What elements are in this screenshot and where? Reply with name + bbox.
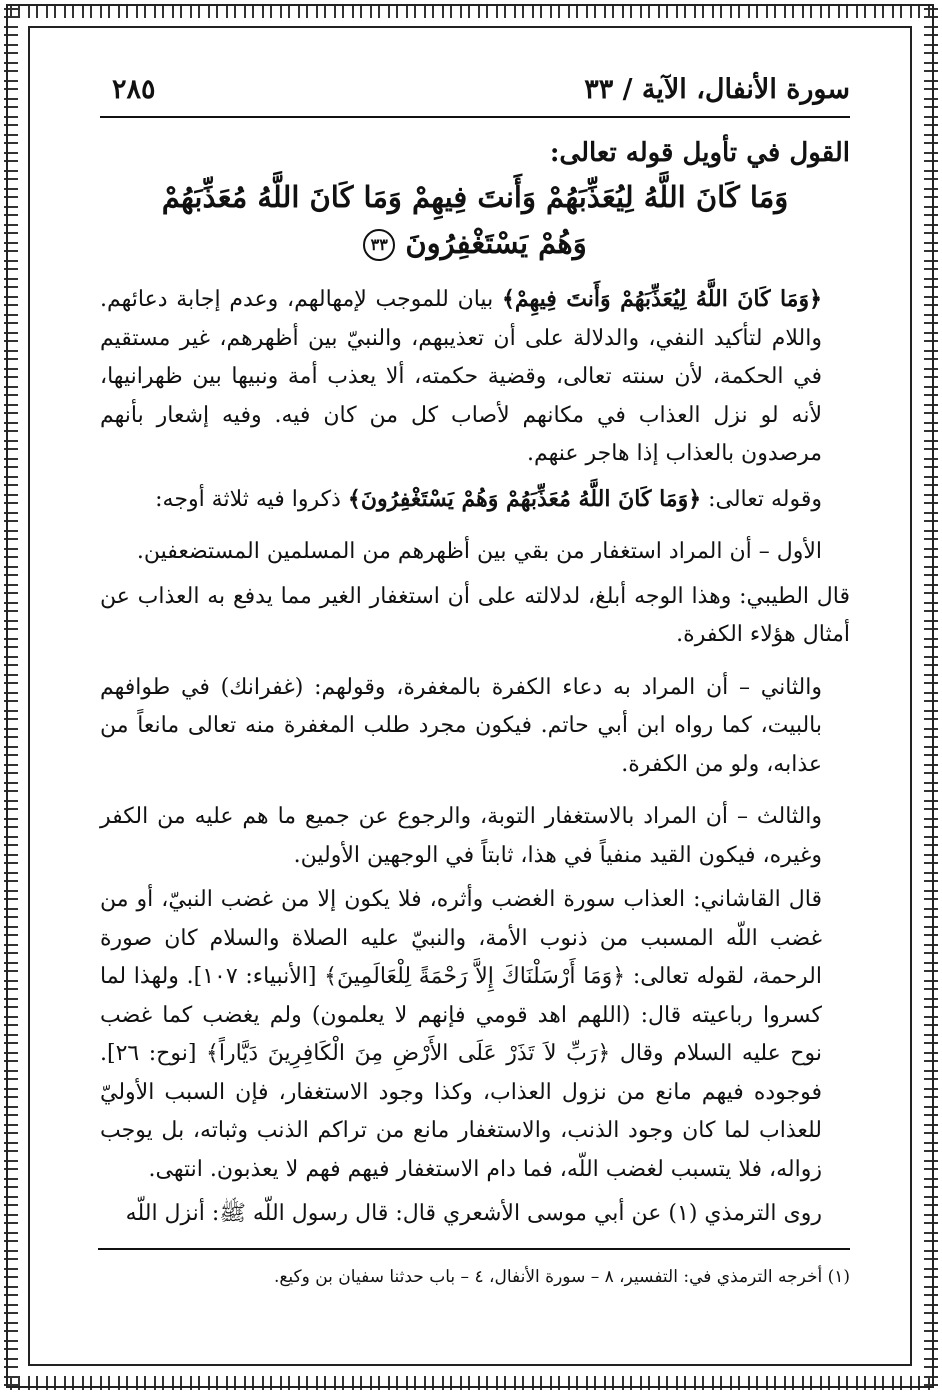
paragraph-3: الأول – أن المراد استغفار من بقي بين أظهرهم من المسلمين المستضعفين. bbox=[136, 539, 822, 564]
page-number: ٢٨٥ bbox=[112, 74, 156, 105]
paragraph-1 bbox=[100, 280, 850, 474]
header-rule bbox=[100, 116, 850, 118]
verse-line-2: وَهُمْ يَسْتَغْفِرُونَ bbox=[405, 226, 587, 260]
quran-quote: ﴿وَمَا كَانَ اللَّهُ لِيُعَذِّبَهُمْ وَأَنتَ فِيهِمْ﴾ bbox=[501, 286, 822, 312]
sura-label: سورة الأنفال، الآية / ٣٣ bbox=[584, 74, 850, 105]
paragraph-prefix: وقوله تعالى: bbox=[701, 486, 822, 512]
page-body bbox=[100, 138, 850, 1234]
paragraph-2 bbox=[100, 480, 850, 520]
section-title: القول في تأويل قوله تعالى: bbox=[549, 138, 850, 168]
footnote: (١) أخرجه الترمذي في: التفسير، ٨ – سورة الأنفال، ٤ – باب حدثنا سفيان بن وكيع. bbox=[273, 1267, 850, 1287]
paragraph-text: ذكروا فيه ثلاثة أوجه: bbox=[155, 486, 348, 512]
paragraph-7: قال القاشاني: العذاب سورة الغضب وأثره، فلا يكون إلا من غضب النبيّ، أو من غضب اللّه المسبب من ذنوب الأمة، والنبيّ عليه الصلاة والسلام كان صورة الرحمة، لقوله تعالى: ﴿وَمَا أَرْسَلْنَاكَ إِلاَّ رَحْمَةً لِلْعَالَمِينَ﴾ [الأنبياء: ١٠٧]. ولهذا لما كسروا رباعيته قال: (اللهم اهد قومي فإنهم لا يعلمون) ولم يغضب كما غضب نوح عليه السلام وقال ﴿رَبِّ لاَ تَذَرْ عَلَى الأَرْضِ مِنَ الْكَافِرِينَ دَيَّاراً﴾ [نوح: ٢٦]. فوجوده فيهم مانع من نزول العذاب، وكذا وجود الاستغفار، فإن السبب الأوليّ للعذاب لما كان وجود الذنب، والاستغفار مانع من تراكم الذنب وثباته، بل يوجب زواله، فلا يتسبب لغضب اللّه، فما دام الاستغفار فيهم فهم لا يعذبون. انتهى. bbox=[100, 887, 822, 1182]
footnote-rule bbox=[98, 1248, 850, 1250]
paragraph-6: والثالث – أن المراد بالاستغفار التوبة، والرجوع عن جميع ما هم عليه من الكفر وغيره، فيكون القيد منفياً في هذا، ثابتاً في الوجهين الأولين. bbox=[100, 804, 822, 868]
paragraph-8: روى الترمذي (١) عن أبي موسى الأشعري قال: قال رسول اللّه ﷺ: أنزل اللّه bbox=[125, 1201, 822, 1226]
page-header bbox=[112, 74, 850, 110]
quran-quote: ﴿وَمَا كَانَ اللَّهُ مُعَذِّبَهُمْ وَهُمْ يَسْتَغْفِرُونَ﴾ bbox=[347, 485, 702, 512]
paragraph-4: قال الطيبي: وهذا الوجه أبلغ، لدلالته على أن استغفار الغير مما يدفع به العذاب عن أمثال هؤلاء الكفرة. bbox=[100, 583, 850, 647]
quran-verse bbox=[100, 174, 850, 266]
paragraph-text: بيان للموجب لإمهالهم، وعدم إجابة دعائهم. واللام لتأكيد النفي، والدلالة على أن تعذيبهم، والنبيّ بين أظهرهم، غير مستقيم في الحكمة، لأن سنته تعالى، وقضية حكمته، ألا يعذب أمة ونبيها بين ظهرانيها، لأنه لو نزل العذاب في مكانهم لأصاب كل من كان فيه. وفيه إشعار بأنهم مرصدون بالعذاب إذا هاجر عنهم. bbox=[100, 287, 822, 466]
verse-line-1: وَمَا كَانَ اللَّهُ لِيُعَذِّبَهُمْ وَأَنتَ فِيهِمْ وَمَا كَانَ اللَّهُ مُعَذِّبَهُمْ bbox=[161, 180, 789, 214]
verse-line-2-wrap bbox=[100, 220, 850, 266]
verse-number-marker: ٣٣ bbox=[363, 229, 395, 261]
paragraph-5: والثاني – أن المراد به دعاء الكفرة بالمغفرة، وقولهم: (غفرانك) في طوافهم بالبيت، كما رواه ابن أبي حاتم. فيكون مجرد طلب المغفرة منه تعالى مانعاً من عذابه، ولو من الكفرة. bbox=[100, 674, 822, 777]
